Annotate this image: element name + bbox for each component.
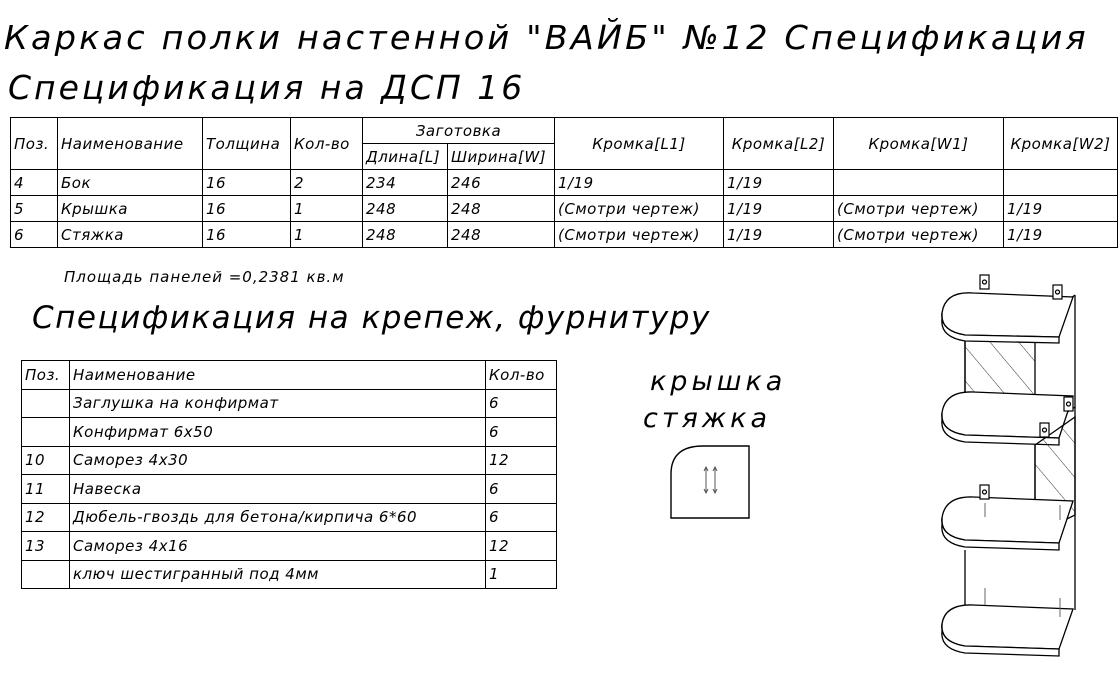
cell-length: 234 xyxy=(363,170,448,196)
header-length: Длина[L] xyxy=(363,144,448,170)
table-row xyxy=(22,446,557,475)
middle-shelf xyxy=(942,392,1073,438)
cell-edge-w2: 1/19 xyxy=(1004,222,1118,248)
cell-edge-l1: (Смотри чертеж) xyxy=(555,196,724,222)
cell-length: 248 xyxy=(363,196,448,222)
cell-edge-w1: (Смотри чертеж) xyxy=(834,222,1004,248)
dimension-arrows-icon xyxy=(704,467,717,493)
cell-pos: 4 xyxy=(11,170,58,196)
page-title: Каркас полки настенной "ВАЙБ" №12 Спецификация xyxy=(4,18,1089,57)
panels-spec-title: Спецификация на ДСП 16 xyxy=(8,68,526,107)
cell-thickness: 16 xyxy=(203,170,291,196)
cell-name: Крышка xyxy=(58,196,203,222)
cell-name: Конфирмат 6x50 xyxy=(70,418,486,447)
cell-width: 248 xyxy=(448,222,555,248)
header-name: Наименование xyxy=(58,118,203,170)
cell-pos: 11 xyxy=(22,475,70,504)
table-header-row xyxy=(22,361,557,390)
cell-edge-w2 xyxy=(1004,170,1118,196)
cell-pos: 12 xyxy=(22,503,70,532)
cell-name: Дюбель-гвоздь для бетона/кирпича 6*60 xyxy=(70,503,486,532)
cell-edge-l2: 1/19 xyxy=(724,196,834,222)
cell-edge-w1: (Смотри чертеж) xyxy=(834,196,1004,222)
cell-qty: 1 xyxy=(291,222,363,248)
cell-edge-w2: 1/19 xyxy=(1004,196,1118,222)
header-edge-l2: Кромка[L2] xyxy=(724,118,834,170)
cell-name: Саморез 4x16 xyxy=(70,532,486,561)
part-contour xyxy=(671,446,749,518)
header-qty: Кол-во xyxy=(291,118,363,170)
header-thickness: Толщина xyxy=(203,118,291,170)
cell-name: Заглушка на конфирмат xyxy=(70,389,486,418)
table-row xyxy=(11,196,1118,222)
cell-thickness: 16 xyxy=(203,222,291,248)
cell-edge-l2: 1/19 xyxy=(724,170,834,196)
third-shelf xyxy=(942,497,1073,543)
panel-area-note: Площадь панелей =0,2381 кв.м xyxy=(64,268,345,286)
cell-pos xyxy=(22,560,70,589)
header-blank: Заготовка xyxy=(363,118,555,144)
cell-pos xyxy=(22,418,70,447)
header-edge-w2: Кромка[W2] xyxy=(1004,118,1118,170)
header-edge-l1: Кромка[L1] xyxy=(555,118,724,170)
cell-length: 248 xyxy=(363,222,448,248)
table-row xyxy=(22,475,557,504)
cell-qty: 1 xyxy=(291,196,363,222)
header-pos: Поз. xyxy=(11,118,58,170)
cell-edge-l1: 1/19 xyxy=(555,170,724,196)
panels-spec-table xyxy=(10,117,1118,248)
table-row xyxy=(22,532,557,561)
cell-name: ключ шестигранный под 4мм xyxy=(70,560,486,589)
table-row xyxy=(22,389,557,418)
cell-qty: 6 xyxy=(486,475,557,504)
cell-width: 248 xyxy=(448,196,555,222)
part-label-top: крышка xyxy=(650,366,787,397)
part-label-tie: стяжка xyxy=(643,403,771,434)
cell-qty: 12 xyxy=(486,532,557,561)
table-row xyxy=(11,170,1118,196)
cell-pos: 10 xyxy=(22,446,70,475)
cell-name: Саморез 4x30 xyxy=(70,446,486,475)
hardware-spec-title: Спецификация на крепеж, фурнитуру xyxy=(32,300,711,336)
header-name: Наименование xyxy=(70,361,486,390)
cell-width: 246 xyxy=(448,170,555,196)
part-outline-drawing xyxy=(668,442,753,522)
table-row xyxy=(11,222,1118,248)
cell-qty: 6 xyxy=(486,503,557,532)
header-width: Ширина[W] xyxy=(448,144,555,170)
cell-edge-l1: (Смотри чертеж) xyxy=(555,222,724,248)
cell-edge-l2: 1/19 xyxy=(724,222,834,248)
table-header-row xyxy=(11,118,1118,144)
table-row xyxy=(22,418,557,447)
bottom-shelf xyxy=(942,605,1073,649)
cell-name: Бок xyxy=(58,170,203,196)
cell-name: Стяжка xyxy=(58,222,203,248)
cell-name: Навеска xyxy=(70,475,486,504)
cell-qty: 6 xyxy=(486,418,557,447)
header-pos: Поз. xyxy=(22,361,70,390)
cell-pos: 6 xyxy=(11,222,58,248)
cell-qty: 12 xyxy=(486,446,557,475)
header-edge-w1: Кромка[W1] xyxy=(834,118,1004,170)
hardware-spec-table xyxy=(21,360,557,589)
table-row xyxy=(22,503,557,532)
cell-pos xyxy=(22,389,70,418)
table-row xyxy=(22,560,557,589)
cell-pos: 13 xyxy=(22,532,70,561)
cell-pos: 5 xyxy=(11,196,58,222)
header-qty: Кол-во xyxy=(486,361,557,390)
cell-thickness: 16 xyxy=(203,196,291,222)
shelf-isometric-drawing xyxy=(925,265,1120,690)
cell-edge-w1 xyxy=(834,170,1004,196)
cell-qty: 2 xyxy=(291,170,363,196)
cell-qty: 6 xyxy=(486,389,557,418)
cell-qty: 1 xyxy=(486,560,557,589)
